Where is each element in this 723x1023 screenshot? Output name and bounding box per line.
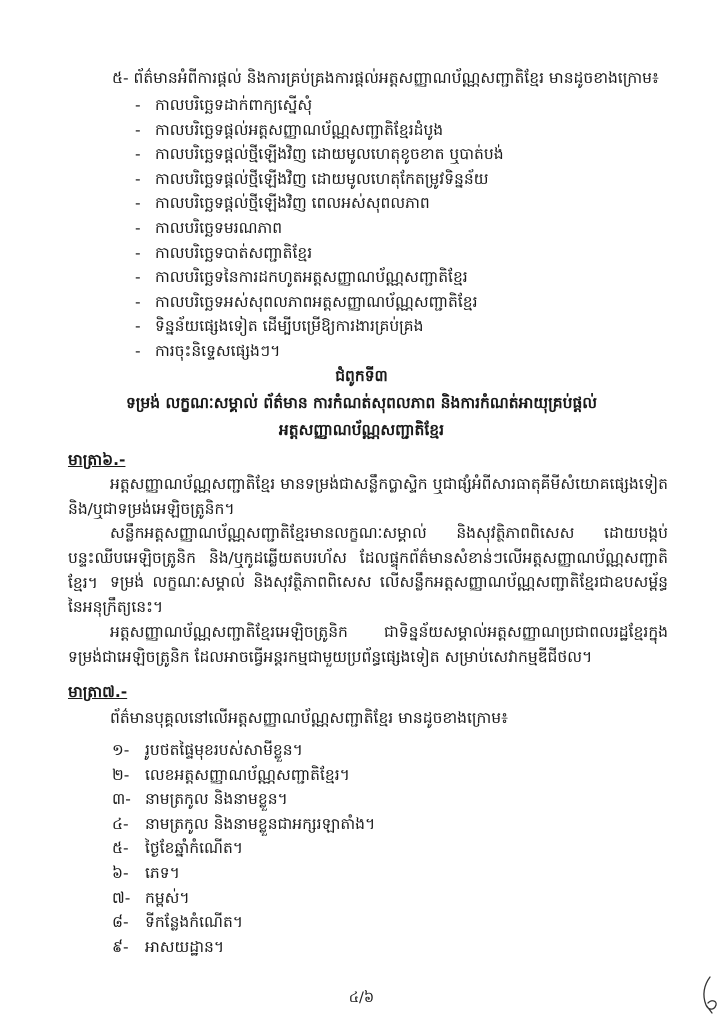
page-number: ៤/៦: [348, 990, 375, 1006]
signature-icon: [698, 975, 720, 1015]
chapter-title-line-2: អត្តសញ្ញាណប័ណ្ណសញ្ជាតិខ្មែរ: [278, 421, 445, 439]
list-item: - កាលបរិច្ឆេទនៃការដកហូតអត្តសញ្ញាណប័ណ្ណសញ្ជាតិខ្មែរ: [135, 268, 468, 287]
list-item: - កាលបរិច្ឆេទដាក់ពាក្យស្នើសុំ: [135, 96, 313, 114]
list-item: ៧- កម្ពស់។: [112, 888, 190, 907]
article-6-title: មាត្រា៦.-: [68, 451, 126, 469]
article-7-list: [112, 738, 375, 959]
chapter-title: [70, 390, 653, 444]
list-item: - កាលបរិច្ឆេទបាត់សញ្ជាតិខ្មែរ: [135, 243, 313, 262]
article-6-paragraph-1: អត្តសញ្ញាណប័ណ្ណសញ្ជាតិខ្មែរ មានទម្រង់ជាសន្លឹកប្លាស្ទិក ឬជាផ្សំអំពីសារធាតុគីមីសំយោគផ្សេងទៀត និង/ឬជាទម្រង់អេឡិចត្រូនិក។: [68, 475, 668, 518]
list-item: - ទិន្នន័យផ្សេងទៀត ដើម្បីបម្រើឱ្យការងារគ្រប់គ្រង: [135, 317, 424, 336]
article-7-title: មាត្រា៧.-: [68, 683, 128, 701]
chapter-title-line-1: ទម្រង់ លក្ខណៈសម្គាល់ ព័ត៌មាន ការកំណត់សុពលភាព និងការកំណត់អាយុគ្រប់ផ្ដល់: [125, 394, 598, 412]
list-item: - កាលបរិច្ឆេទផ្ដល់អត្តសញ្ញាណប័ណ្ណសញ្ជាតិខ្មែរដំបូង: [135, 120, 444, 139]
list-item: ៤- នាមត្រកូល និងនាមខ្លួនជាអក្សរឡាតាំង។: [112, 814, 376, 833]
section-5-intro: ៥- ព័ត៌មានអំពីការផ្ដល់ និងការគ្រប់គ្រងការផ្ដល់អត្តសញ្ញាណប័ណ្ណសញ្ជាតិខ្មែរ មានដូចខាងក្រោម៖: [112, 69, 659, 87]
chapter-number: ជំពូកទី៣: [335, 367, 388, 385]
article-6-paragraph-2: សន្លឹកអត្តសញ្ញាណប័ណ្ណសញ្ជាតិខ្មែរមានលក្ខណៈសម្គាល់ និងសុវត្ថិភាពពិសេស ដោយបង្កប់បន្ទះឈីបអេឡិចត្រូនិក និង/ឬកូដឆ្លើយតបរហ័ស ដែលផ្ទុកព័ត៌មានសំខាន់ៗលើអត្តសញ្ញាណប័ណ្ណសញ្ជាតិខ្មែរ។: [68, 524, 668, 592]
list-item: ៦- ភេទ។: [112, 863, 180, 882]
list-item: ៩- អាសយដ្ឋាន។: [112, 937, 225, 956]
list-item: - ការចុះនិទ្ទេសផ្សេងៗ។: [135, 341, 281, 360]
list-item: - កាលបរិច្ឆេទអស់សុពលភាពអត្តសញ្ញាណប័ណ្ណសញ្ជាតិខ្មែរ: [135, 292, 478, 311]
list-item: ៥- ថ្ងៃខែឆ្នាំកំណើត។: [112, 839, 244, 858]
article-7-intro: ព័ត៌មានបុគ្គលនៅលើអត្តសញ្ញាណប័ណ្ណសញ្ជាតិខ្មែរ មានដូចខាងក្រោម៖: [110, 709, 508, 727]
list-item: ១- រូបថតផ្ទៃមុខរបស់សាមីខ្លួន។: [112, 741, 303, 759]
list-item: ២- លេខអត្តសញ្ញាណប័ណ្ណសញ្ជាតិខ្មែរ។: [112, 765, 350, 784]
list-item: ៨- ទីកន្លែងកំណើត។: [112, 913, 244, 932]
list-item: - កាលបរិច្ឆេទផ្ដល់ថ្មីឡើងវិញ ដោយមូលហេតុខូចខាត ឬបាត់បង់: [135, 145, 504, 164]
list-item: - កាលបរិច្ឆេទផ្ដល់ថ្មីឡើងវិញ ដោយមូលហេតុកែតម្រូវទិន្នន័យ: [135, 169, 489, 188]
list-item: ៣- នាមត្រកូល និងនាមខ្លួន។: [112, 790, 288, 809]
list-item: - កាលបរិច្ឆេទផ្ដល់ថ្មីឡើងវិញ ពេលអស់សុពលភាព: [135, 194, 430, 213]
article-6-paragraph-4: អត្តសញ្ញាណប័ណ្ណសញ្ជាតិខ្មែរអេឡិចត្រូនិក ជាទិន្នន័យសម្គាល់អត្តសញ្ញាណប្រជាពលរដ្ឋខ្មែរក្នុងទម្រង់ជាអេឡិចត្រូនិក ដែលអាចធ្វើអន្តរកម្មជាមួយប្រព័ន្ធផ្សេងទៀត សម្រាប់សេវាកម្មឌីជីថល។: [68, 623, 668, 666]
article-6-paragraph-3: ទម្រង់ លក្ខណៈសម្គាល់ និងសុវត្ថិភាពពិសេស លើសន្លឹកអត្តសញ្ញាណប័ណ្ណសញ្ជាតិខ្មែរជាឧបសម្ព័ន្ធនៃអនុក្រឹត្យនេះ។: [68, 573, 668, 616]
list-item: - កាលបរិច្ឆេទមរណភាព: [135, 218, 283, 237]
section-5-list: [135, 93, 504, 364]
